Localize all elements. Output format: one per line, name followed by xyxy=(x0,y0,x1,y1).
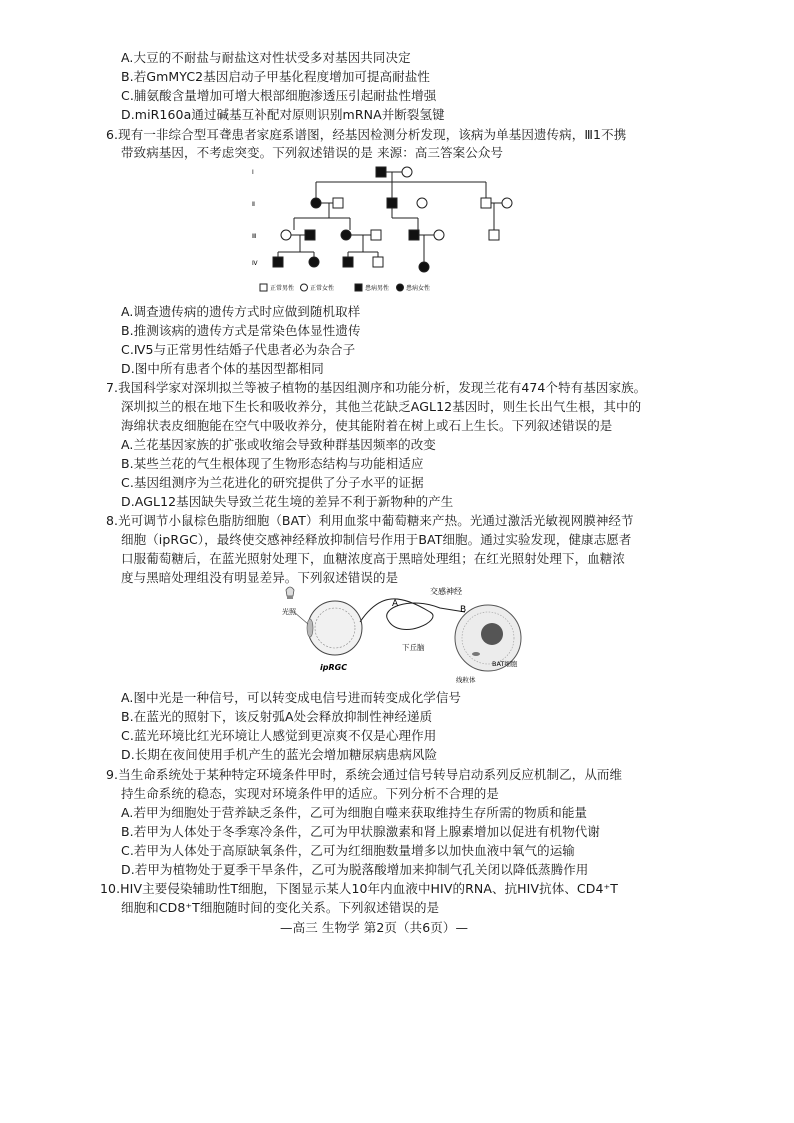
pedigree-i2 xyxy=(402,167,412,177)
q7-option-b: B.某些兰花的气生根体现了生物形态结构与功能相适应 xyxy=(121,456,424,471)
q5-option-c: C.脯氨酸含量增加可增大根部细胞渗透压引起耐盐性增强 xyxy=(121,88,437,103)
q6-option-b: B.推测该病的遗传方式是常染色体显性遗传 xyxy=(121,323,361,338)
q8-option-c: C.蓝光环境比红光环境让人感觉到更凉爽不仅是心理作用 xyxy=(121,728,437,743)
q8-option-b: B.在蓝光的照射下，该反射弧A处会释放抑制性神经递质 xyxy=(121,709,433,724)
q9-option-d: D.若甲为植物处于夏季干旱条件，乙可为脱落酸增加来抑制气孔关闭以降低蒸腾作用 xyxy=(121,862,589,877)
q7-option-d: D.AGL12基因缺失导致兰花生境的差异不利于新物种的产生 xyxy=(121,494,454,509)
label-sympathetic: 交感神经 xyxy=(430,587,462,596)
pedigree-chart xyxy=(250,160,540,300)
q8-option-a: A.图中光是一种信号，可以转变成电信号进而转变成化学信号 xyxy=(121,690,462,705)
gen-label-4: Ⅳ xyxy=(252,260,258,267)
q8-stem-line-2: 细胞（ipRGC），最终使交感神经释放抑制信号作用于BAT细胞。通过实验发现，健康志愿者 xyxy=(121,532,632,547)
q10-stem-line-2: 细胞和CD8⁺T细胞随时间的变化关系。下列叙述错误的是 xyxy=(121,900,440,915)
q9-option-b: B.若甲为人体处于冬季寒冷条件，乙可为甲状腺激素和肾上腺素增加以促进有机物代谢 xyxy=(121,824,600,839)
q9-option-c: C.若甲为人体处于高原缺氧条件，乙可为红细胞数量增多以加快血液中氧气的运输 xyxy=(121,843,575,858)
label-light: 光照 xyxy=(282,608,296,616)
q6-stem-line-1: 6.现有一非综合型耳聋患者家庭系谱图，经基因检测分析发现，该病为单基因遗传病，Ⅲ1不携 xyxy=(106,127,627,142)
q5-option-a: A.大豆的不耐盐与耐盐这对性状受多对基因共同决定 xyxy=(121,50,411,65)
light-pathway-figure xyxy=(280,582,540,686)
q7-option-c: C.基因组测序为兰花进化的研究提供了分子水平的证据 xyxy=(121,475,424,490)
q7-stem-line-1: 7.我国科学家对深圳拟兰等被子植物的基因组测序和功能分析，发现兰花有474个特有基因家族。 xyxy=(106,380,647,395)
q7-option-a: A.兰花基因家族的扩张或收缩会导致种群基因频率的改变 xyxy=(121,437,436,452)
q6-option-d: D.图中所有患者个体的基因型都相同 xyxy=(121,361,324,376)
q8-stem-line-4: 度与黑暗处理组没有明显差异。下列叙述错误的是 xyxy=(121,570,399,585)
q9-option-a: A.若甲为细胞处于营养缺乏条件，乙可为细胞自噬来获取维持生存所需的物质和能量 xyxy=(121,805,588,820)
q7-stem-line-2: 深圳拟兰的根在地下生长和吸收养分，其他兰花缺乏AGL12基因时，则生长出气生根，其中的 xyxy=(121,399,642,414)
label-b: B xyxy=(460,605,467,615)
page-footer: —高三 生物学 第2页（共6页）— xyxy=(280,920,469,935)
light-bulb-icon xyxy=(286,587,294,599)
label-iprgc: ipRGC xyxy=(320,663,348,672)
gen-label-2: Ⅱ xyxy=(252,201,255,208)
q7-stem-line-3: 海绵状表皮细胞能在空气中吸收养分，使其能附着在树上或石上生长。下列叙述错误的是 xyxy=(121,418,613,433)
q6-stem-line-2: 带致病基因，不考虑突变。下列叙述错误的是 来源：高三答案公众号 xyxy=(121,145,504,160)
q5-option-d: D.miR160a通过碱基互补配对原则识别mRNA并断裂氢键 xyxy=(121,107,445,122)
q6-option-a: A.调查遗传病的遗传方式时应做到随机取样 xyxy=(121,304,361,319)
gen-label-3: Ⅲ xyxy=(252,233,257,240)
q10-stem-line-1: 10.HIV主要侵染辅助性T细胞，下图显示某人10年内血液中HIV的RNA、抗HIV抗体、CD4⁺T xyxy=(100,881,618,896)
q8-stem-line-1: 8.光可调节小鼠棕色脂肪细胞（BAT）利用血浆中葡萄糖来产热。光通过激活光敏视网膜神经节 xyxy=(106,513,634,528)
q8-stem-line-3: 口服葡萄糖后，在蓝光照射处理下，血糖浓度高于黑暗处理组；在红光照射处理下，血糖浓 xyxy=(121,551,626,566)
legend-affected-male: 患病男性 xyxy=(365,285,390,292)
label-a: A xyxy=(392,599,399,609)
legend-affected-female: 患病女性 xyxy=(406,285,431,292)
eye-icon xyxy=(307,601,362,655)
label-hypothalamus: 下丘脑 xyxy=(402,643,425,652)
q9-stem-line-2: 持生命系统的稳态，实现对环境条件甲的适应。下列分析不合理的是 xyxy=(121,786,500,801)
q8-option-d: D.长期在夜间使用手机产生的蓝光会增加糖尿病患病风险 xyxy=(121,747,438,762)
q5-option-b: B.若GmMYC2基因启动子甲基化程度增加可提高耐盐性 xyxy=(121,69,431,84)
legend-normal-male: 正常男性 xyxy=(270,285,295,292)
legend-normal-female: 正常女性 xyxy=(310,285,335,292)
pedigree-i1 xyxy=(376,167,386,177)
label-mitochondria: 线粒体 xyxy=(456,676,476,684)
gen-label-1: Ⅰ xyxy=(252,169,254,176)
q6-option-c: C.Ⅳ5与正常男性结婚子代患者必为杂合子 xyxy=(121,342,356,357)
q9-stem-line-1: 9.当生命系统处于某种特定环境条件甲时，系统会通过信号转导启动系列反应机制乙，从而维 xyxy=(106,767,623,782)
label-bat-cell: BAT细胞 xyxy=(492,660,518,668)
